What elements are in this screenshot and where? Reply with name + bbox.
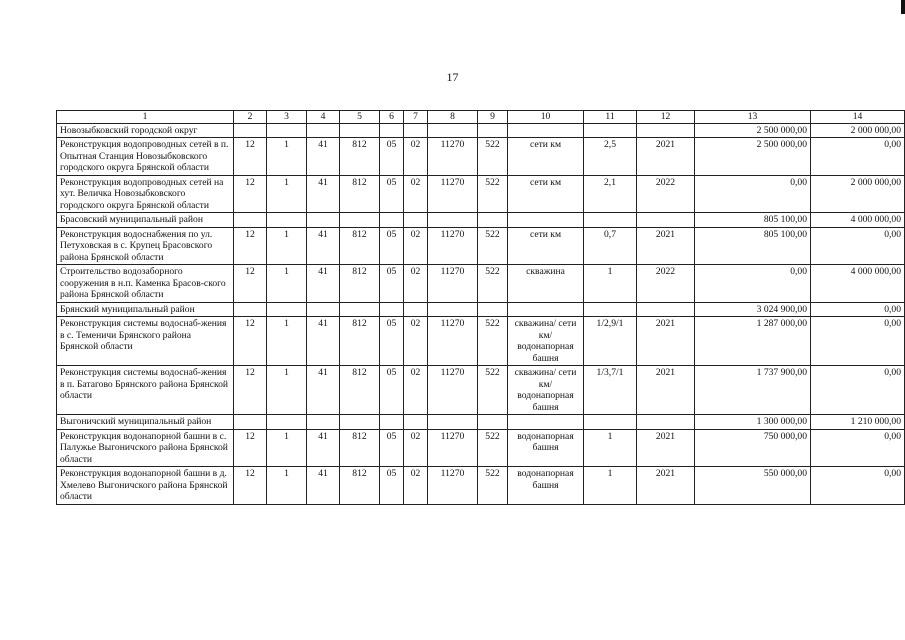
empty-cell bbox=[637, 123, 695, 138]
cell-col11: 2,1 bbox=[584, 175, 637, 213]
cell-col9: 522 bbox=[478, 366, 508, 415]
page-number: 17 bbox=[446, 70, 459, 84]
empty-cell bbox=[234, 302, 267, 317]
budget-table bbox=[56, 110, 905, 505]
empty-cell bbox=[508, 302, 584, 317]
empty-cell bbox=[478, 415, 508, 430]
cell-col7: 02 bbox=[404, 138, 428, 176]
empty-cell bbox=[508, 213, 584, 228]
cell-col4: 41 bbox=[307, 265, 340, 303]
cell-col6: 05 bbox=[380, 227, 404, 265]
cell-col10: водонапорная башня bbox=[508, 467, 584, 505]
empty-cell bbox=[307, 213, 340, 228]
empty-cell bbox=[380, 415, 404, 430]
cell-col13: 750 000,00 bbox=[695, 429, 811, 467]
group-row bbox=[57, 123, 905, 138]
cell-col2: 12 bbox=[234, 467, 267, 505]
cell-col4: 41 bbox=[307, 467, 340, 505]
cell-col5: 812 bbox=[340, 366, 380, 415]
cell-col8: 11270 bbox=[428, 227, 478, 265]
column-header-13: 13 bbox=[695, 111, 811, 124]
cell-col10: сети км bbox=[508, 138, 584, 176]
empty-cell bbox=[508, 123, 584, 138]
table-row bbox=[57, 366, 905, 415]
table-body bbox=[57, 111, 905, 505]
group-total-col13: 3 024 900,00 bbox=[695, 302, 811, 317]
item-description: Реконструкция водопроводных сетей на хут. Величка Новозыбковского городского округа Брянской области bbox=[57, 175, 234, 213]
table-row bbox=[57, 429, 905, 467]
empty-cell bbox=[340, 302, 380, 317]
empty-cell bbox=[234, 213, 267, 228]
cell-col8: 11270 bbox=[428, 317, 478, 366]
cell-col12: 2021 bbox=[637, 317, 695, 366]
item-description: Реконструкция системы водоснаб-жения в с. Теменичи Брянского района Брянской области bbox=[57, 317, 234, 366]
cell-col7: 02 bbox=[404, 467, 428, 505]
empty-cell bbox=[428, 213, 478, 228]
empty-cell bbox=[637, 415, 695, 430]
cell-col11: 1/3,7/1 bbox=[584, 366, 637, 415]
table-row bbox=[57, 175, 905, 213]
cell-col9: 522 bbox=[478, 227, 508, 265]
cell-col4: 41 bbox=[307, 175, 340, 213]
cell-col12: 2021 bbox=[637, 227, 695, 265]
cell-col14: 0,00 bbox=[811, 317, 905, 366]
cell-col6: 05 bbox=[380, 366, 404, 415]
column-header-8: 8 bbox=[428, 111, 478, 124]
cell-col10: сети км bbox=[508, 227, 584, 265]
cell-col13: 805 100,00 bbox=[695, 227, 811, 265]
cell-col2: 12 bbox=[234, 175, 267, 213]
item-description: Реконструкция водонапорной башни в д. Хмелево Выгоничского района Брянской области bbox=[57, 467, 234, 505]
empty-cell bbox=[340, 123, 380, 138]
cell-col11: 1 bbox=[584, 467, 637, 505]
cell-col2: 12 bbox=[234, 366, 267, 415]
cell-col5: 812 bbox=[340, 467, 380, 505]
cell-col5: 812 bbox=[340, 175, 380, 213]
cell-col11: 1 bbox=[584, 429, 637, 467]
cell-col4: 41 bbox=[307, 138, 340, 176]
cell-col5: 812 bbox=[340, 317, 380, 366]
table-row bbox=[57, 265, 905, 303]
group-row bbox=[57, 302, 905, 317]
cell-col14: 0,00 bbox=[811, 467, 905, 505]
cell-col10: скважина bbox=[508, 265, 584, 303]
empty-cell bbox=[340, 213, 380, 228]
empty-cell bbox=[404, 213, 428, 228]
cell-col8: 11270 bbox=[428, 366, 478, 415]
cell-col8: 11270 bbox=[428, 138, 478, 176]
cell-col13: 550 000,00 bbox=[695, 467, 811, 505]
column-header-2: 2 bbox=[234, 111, 267, 124]
cell-col5: 812 bbox=[340, 265, 380, 303]
cell-col8: 11270 bbox=[428, 429, 478, 467]
cell-col2: 12 bbox=[234, 227, 267, 265]
cell-col3: 1 bbox=[267, 265, 307, 303]
cell-col12: 2021 bbox=[637, 467, 695, 505]
cell-col8: 11270 bbox=[428, 265, 478, 303]
cell-col9: 522 bbox=[478, 429, 508, 467]
cell-col7: 02 bbox=[404, 429, 428, 467]
table-row bbox=[57, 138, 905, 176]
empty-cell bbox=[508, 415, 584, 430]
cell-col6: 05 bbox=[380, 467, 404, 505]
cell-col5: 812 bbox=[340, 429, 380, 467]
empty-cell bbox=[234, 415, 267, 430]
cell-col6: 05 bbox=[380, 429, 404, 467]
group-row bbox=[57, 213, 905, 228]
empty-cell bbox=[428, 123, 478, 138]
empty-cell bbox=[584, 302, 637, 317]
item-description: Реконструкция водонапорной башни в с. Палужье Выгоничского района Брянской области bbox=[57, 429, 234, 467]
empty-cell bbox=[584, 123, 637, 138]
cell-col2: 12 bbox=[234, 265, 267, 303]
empty-cell bbox=[637, 302, 695, 317]
cell-col7: 02 bbox=[404, 366, 428, 415]
column-header-7: 7 bbox=[404, 111, 428, 124]
cell-col14: 0,00 bbox=[811, 366, 905, 415]
cell-col6: 05 bbox=[380, 265, 404, 303]
empty-cell bbox=[637, 213, 695, 228]
cell-col3: 1 bbox=[267, 138, 307, 176]
column-header-14: 14 bbox=[811, 111, 905, 124]
cell-col10: водонапорная башня bbox=[508, 429, 584, 467]
cell-col14: 2 000 000,00 bbox=[811, 175, 905, 213]
empty-cell bbox=[340, 415, 380, 430]
cell-col14: 0,00 bbox=[811, 138, 905, 176]
cell-col12: 2022 bbox=[637, 175, 695, 213]
column-header-11: 11 bbox=[584, 111, 637, 124]
cell-col11: 0,7 bbox=[584, 227, 637, 265]
cell-col13: 2 500 000,00 bbox=[695, 138, 811, 176]
empty-cell bbox=[478, 302, 508, 317]
empty-cell bbox=[267, 213, 307, 228]
cell-col4: 41 bbox=[307, 366, 340, 415]
group-total-col13: 805 100,00 bbox=[695, 213, 811, 228]
table-row bbox=[57, 467, 905, 505]
empty-cell bbox=[307, 302, 340, 317]
empty-cell bbox=[267, 123, 307, 138]
empty-cell bbox=[234, 123, 267, 138]
cell-col12: 2021 bbox=[637, 366, 695, 415]
cell-col7: 02 bbox=[404, 265, 428, 303]
empty-cell bbox=[584, 213, 637, 228]
empty-cell bbox=[584, 415, 637, 430]
cell-col3: 1 bbox=[267, 467, 307, 505]
empty-cell bbox=[404, 415, 428, 430]
cell-col3: 1 bbox=[267, 227, 307, 265]
cell-col13: 1 737 900,00 bbox=[695, 366, 811, 415]
cell-col2: 12 bbox=[234, 317, 267, 366]
cell-col11: 1/2,9/1 bbox=[584, 317, 637, 366]
column-header-10: 10 bbox=[508, 111, 584, 124]
table-row bbox=[57, 227, 905, 265]
column-header-4: 4 bbox=[307, 111, 340, 124]
cell-col7: 02 bbox=[404, 317, 428, 366]
scan-edge-mark bbox=[901, 0, 905, 14]
group-total-col13: 1 300 000,00 bbox=[695, 415, 811, 430]
empty-cell bbox=[267, 302, 307, 317]
cell-col9: 522 bbox=[478, 467, 508, 505]
group-name: Брянский муниципальный район bbox=[57, 302, 234, 317]
item-description: Реконструкция системы водоснаб-жения в п. Батагово Брянского района Брянской области bbox=[57, 366, 234, 415]
cell-col4: 41 bbox=[307, 227, 340, 265]
cell-col2: 12 bbox=[234, 138, 267, 176]
cell-col12: 2021 bbox=[637, 138, 695, 176]
empty-cell bbox=[380, 302, 404, 317]
empty-cell bbox=[267, 415, 307, 430]
column-header-9: 9 bbox=[478, 111, 508, 124]
column-header-3: 3 bbox=[267, 111, 307, 124]
empty-cell bbox=[380, 123, 404, 138]
group-total-col14: 1 210 000,00 bbox=[811, 415, 905, 430]
column-header-12: 12 bbox=[637, 111, 695, 124]
group-name: Выгоничский муниципальный район bbox=[57, 415, 234, 430]
cell-col8: 11270 bbox=[428, 467, 478, 505]
empty-cell bbox=[307, 123, 340, 138]
cell-col7: 02 bbox=[404, 227, 428, 265]
cell-col13: 0,00 bbox=[695, 265, 811, 303]
item-description: Реконструкция водоснабжения по ул. Петуховская в с. Крупец Брасовского района Брянской области bbox=[57, 227, 234, 265]
empty-cell bbox=[428, 302, 478, 317]
group-total-col14: 0,00 bbox=[811, 302, 905, 317]
cell-col14: 0,00 bbox=[811, 429, 905, 467]
cell-col5: 812 bbox=[340, 138, 380, 176]
cell-col4: 41 bbox=[307, 429, 340, 467]
column-header-6: 6 bbox=[380, 111, 404, 124]
cell-col6: 05 bbox=[380, 317, 404, 366]
empty-cell bbox=[404, 123, 428, 138]
empty-cell bbox=[404, 302, 428, 317]
cell-col7: 02 bbox=[404, 175, 428, 213]
cell-col8: 11270 bbox=[428, 175, 478, 213]
cell-col10: сети км bbox=[508, 175, 584, 213]
empty-cell bbox=[307, 415, 340, 430]
table-row bbox=[57, 317, 905, 366]
cell-col9: 522 bbox=[478, 317, 508, 366]
empty-cell bbox=[478, 123, 508, 138]
cell-col12: 2021 bbox=[637, 429, 695, 467]
item-description: Реконструкция водопроводных сетей в п. Опытная Станция Новозыбковского городского округа Брянской области bbox=[57, 138, 234, 176]
column-header-5: 5 bbox=[340, 111, 380, 124]
cell-col11: 2,5 bbox=[584, 138, 637, 176]
cell-col2: 12 bbox=[234, 429, 267, 467]
cell-col14: 4 000 000,00 bbox=[811, 265, 905, 303]
cell-col14: 0,00 bbox=[811, 227, 905, 265]
cell-col6: 05 bbox=[380, 175, 404, 213]
cell-col3: 1 bbox=[267, 175, 307, 213]
cell-col9: 522 bbox=[478, 265, 508, 303]
cell-col3: 1 bbox=[267, 429, 307, 467]
group-total-col14: 4 000 000,00 bbox=[811, 213, 905, 228]
group-name: Брасовский муниципальный район bbox=[57, 213, 234, 228]
empty-cell bbox=[428, 415, 478, 430]
cell-col3: 1 bbox=[267, 317, 307, 366]
cell-col6: 05 bbox=[380, 138, 404, 176]
group-name: Новозыбковский городской округ bbox=[57, 123, 234, 138]
cell-col9: 522 bbox=[478, 138, 508, 176]
empty-cell bbox=[380, 213, 404, 228]
empty-cell bbox=[478, 213, 508, 228]
cell-col13: 0,00 bbox=[695, 175, 811, 213]
column-header-1: 1 bbox=[57, 111, 234, 124]
cell-col4: 41 bbox=[307, 317, 340, 366]
cell-col13: 1 287 000,00 bbox=[695, 317, 811, 366]
item-description: Строительство водозаборного сооружения в н.п. Каменка Брасов-ского района Брянской области bbox=[57, 265, 234, 303]
cell-col3: 1 bbox=[267, 366, 307, 415]
cell-col10: скважина/ сети км/ водонапорная башня bbox=[508, 366, 584, 415]
group-total-col14: 2 000 000,00 bbox=[811, 123, 905, 138]
cell-col9: 522 bbox=[478, 175, 508, 213]
cell-col12: 2022 bbox=[637, 265, 695, 303]
cell-col11: 1 bbox=[584, 265, 637, 303]
group-row bbox=[57, 415, 905, 430]
cell-col10: скважина/ сети км/ водонапорная башня bbox=[508, 317, 584, 366]
group-total-col13: 2 500 000,00 bbox=[695, 123, 811, 138]
header-row bbox=[57, 111, 905, 124]
cell-col5: 812 bbox=[340, 227, 380, 265]
